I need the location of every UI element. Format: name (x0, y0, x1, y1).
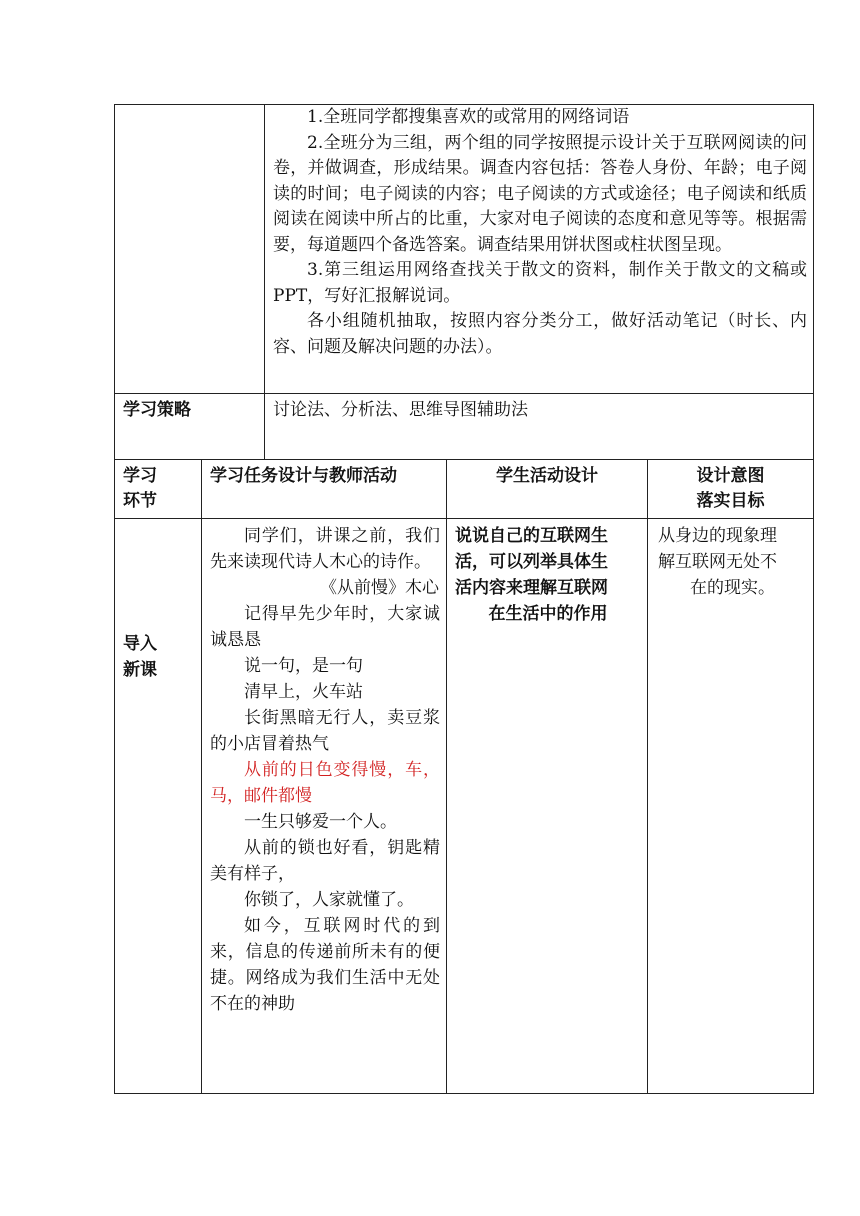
header-stage-line2: 环节 (123, 491, 157, 511)
header-student-label: 学生活动设计 (496, 466, 598, 486)
header-intent (648, 460, 814, 519)
poem-line-4: 长街黑暗无行人，卖豆浆的小店冒着热气 (210, 708, 440, 754)
activities-blank-cell (115, 105, 265, 394)
teacher-activity-cell (202, 519, 447, 1094)
student-line-4: 在生活中的作用 (488, 604, 608, 624)
header-task-label: 学习任务设计与教师活动 (210, 466, 397, 486)
activity-line-4: 各小组随机抽取，按照内容分类分工，做好活动笔记（时长、内容、问题及解决问题的办法）。 (273, 311, 807, 357)
lesson-table (114, 459, 814, 1094)
student-activity-cell (447, 519, 648, 1094)
intent-line-2: 解互联网无处不 (658, 552, 777, 572)
strategy-text: 讨论法、分析法、思维导图辅助法 (273, 400, 528, 420)
header-student (447, 460, 648, 519)
poem-line-1: 记得早先少年时，大家诚诚恳恳 (210, 604, 440, 650)
section-line2: 新课 (123, 660, 157, 680)
strategy-label-cell (115, 394, 265, 460)
teacher-line-2: 如今，互联网时代的到来，信息的传递前所未有的便捷。网络成为我们生活中无处不在的神助 (210, 916, 440, 1014)
strategy-label: 学习策略 (123, 400, 191, 420)
poem-line-7: 你锁了，人家就懂了。 (244, 890, 414, 910)
activity-line-1: 1.全班同学都搜集喜欢的或常用的网络词语 (307, 107, 630, 127)
lesson-row-intro (115, 519, 814, 1094)
teacher-line-1: 同学们，讲课之前，我们先来读现代诗人木心的诗作。 (210, 526, 440, 572)
poem-line-2: 说一句，是一句 (244, 656, 363, 676)
intent-cell (648, 519, 814, 1094)
poem-title: 《从前慢》木心 (320, 578, 439, 598)
poem-line-6: 从前的锁也好看，钥匙精美有样子， (210, 838, 440, 884)
activity-line-3: 3.第三组运用网络查找关于散文的资料，制作关于散文的文稿或PPT，写好汇报解说词。 (273, 260, 807, 306)
activity-line-2: 2.全班分为三组，两个组的同学按照提示设计关于互联网阅读的问卷，并做调查，形成结果。调查内容包括：答卷人身份、年龄；电子阅读的时间；电子阅读的内容；电子阅读的方式或途径；电子阅读和纸质阅读在阅读中所占的比重，大家对电子阅读的态度和意见等等。根据需要，每道题四个备选答案。调查结果用饼状图或柱状图呈现。 (273, 132, 807, 255)
section-cell (115, 519, 202, 1094)
strategy-text-cell (265, 394, 814, 460)
poem-line-highlight: 从前的日色变得慢，车，马，邮件都慢 (210, 760, 440, 806)
header-stage (115, 460, 202, 519)
header-stage-line1: 学习 (123, 466, 157, 486)
header-task (202, 460, 447, 519)
section-line1: 导入 (123, 634, 157, 654)
student-line-1: 说说自己的互联网生 (455, 526, 608, 546)
intent-line-3: 在的现实。 (690, 578, 775, 598)
activities-cell (265, 105, 814, 394)
activities-table (114, 104, 814, 460)
header-intent-line2: 落实目标 (696, 491, 765, 511)
poem-line-3: 清早上，火车站 (244, 682, 363, 702)
intent-line-1: 从身边的现象理 (658, 526, 777, 546)
lesson-header-row (115, 460, 814, 519)
student-line-2: 活，可以列举具体生 (455, 552, 608, 572)
student-line-3: 活内容来理解互联网 (455, 578, 608, 598)
header-intent-line1: 设计意图 (696, 466, 765, 486)
poem-line-5: 一生只够爱一个人。 (244, 812, 397, 832)
